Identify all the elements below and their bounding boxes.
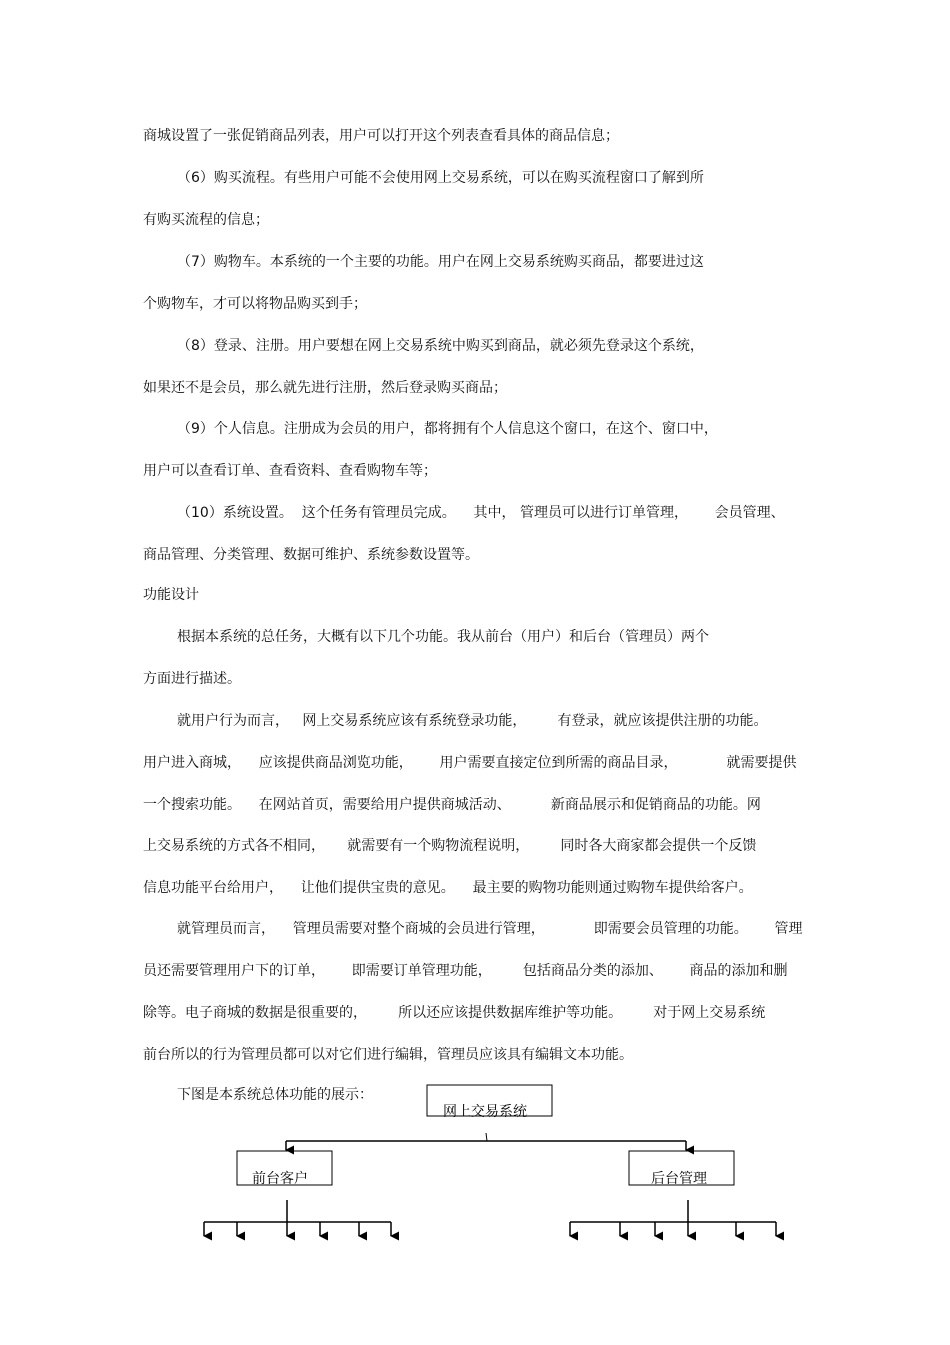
- paragraph-line: 就用户行为而言， 网上交易系统应该有系统登录功能， 有登录，就应该提供注册的功能。: [177, 713, 768, 729]
- backend-node-box: [629, 1151, 734, 1185]
- root-node-box: [427, 1085, 552, 1116]
- paragraph-line: 方面进行描述。: [143, 671, 241, 687]
- paragraph-line: 如果还不是会员，那么就先进行注册，然后登录购买商品；: [143, 380, 507, 396]
- paragraph-line: 用户可以查看订单、查看资料、查看购物车等；: [143, 463, 437, 479]
- paragraph-line: 有购买流程的信息；: [143, 212, 269, 228]
- paragraph-line: （7）购物车。本系统的一个主要的功能。用户在网上交易系统购买商品，都要进过这: [177, 254, 704, 270]
- paragraph-line: （8）登录、注册。用户要想在网上交易系统中购买到商品，就必须先登录这个系统，: [177, 338, 704, 354]
- paragraph-line: 就管理员而言， 管理员需要对整个商城的会员进行管理， 即需要会员管理的功能。 管理: [177, 921, 803, 937]
- paragraph-line: 一个搜索功能。 在网站首页，需要给用户提供商城活动、 新商品展示和促销商品的功能。网: [143, 797, 761, 813]
- section-heading: 功能设计: [143, 587, 199, 603]
- paragraph-line: （6）购买流程。有些用户可能不会使用网上交易系统，可以在购买流程窗口了解到所: [177, 170, 704, 186]
- root-node-label: 网上交易系统: [443, 1104, 527, 1120]
- paragraph-line: 根据本系统的总任务，大概有以下几个功能。我从前台（用户）和后台（管理员）两个: [177, 629, 709, 645]
- paragraph-line: 商城设置了一张促销商品列表，用户可以打开这个列表查看具体的商品信息；: [143, 128, 619, 144]
- diagram-caption: 下图是本系统总体功能的展示：: [177, 1087, 373, 1103]
- paragraph-line: 用户进入商城， 应该提供商品浏览功能， 用户需要直接定位到所需的商品目录， 就需要提供: [143, 755, 797, 771]
- paragraph-line: 上交易系统的方式各不相同， 就需要有一个购物流程说明， 同时各大商家都会提供一个反馈: [143, 838, 757, 854]
- paragraph-line: 除等。电子商城的数据是很重要的， 所以还应该提供数据库维护等功能。 对于网上交易系统: [143, 1005, 766, 1021]
- backend-node-label: 后台管理: [651, 1171, 707, 1187]
- paragraph-line: 个购物车，才可以将物品购买到手；: [143, 296, 367, 312]
- root-connector: [486, 1133, 487, 1141]
- paragraph-line: （9）个人信息。注册成为会员的用户，都将拥有个人信息这个窗口，在这个、窗口中，: [177, 421, 718, 437]
- paragraph-line: 员还需要管理用户下的订单， 即需要订单管理功能， 包括商品分类的添加、 商品的添加和删: [143, 963, 788, 979]
- frontend-node-label: 前台客户: [252, 1171, 308, 1187]
- frontend-node-box: [237, 1151, 332, 1185]
- paragraph-line: 信息功能平台给用户， 让他们提供宝贵的意见。 最主要的购物功能则通过购物车提供给客户。: [143, 880, 753, 896]
- paragraph-line: 商品管理、分类管理、数据可维护、系统参数设置等。: [143, 547, 479, 563]
- paragraph-line: （10）系统设置。 这个任务有管理员完成。 其中， 管理员可以进行订单管理， 会员管理、: [177, 505, 785, 521]
- paragraph-line: 前台所以的行为管理员都可以对它们进行编辑，管理员应该具有编辑文本功能。: [143, 1047, 633, 1063]
